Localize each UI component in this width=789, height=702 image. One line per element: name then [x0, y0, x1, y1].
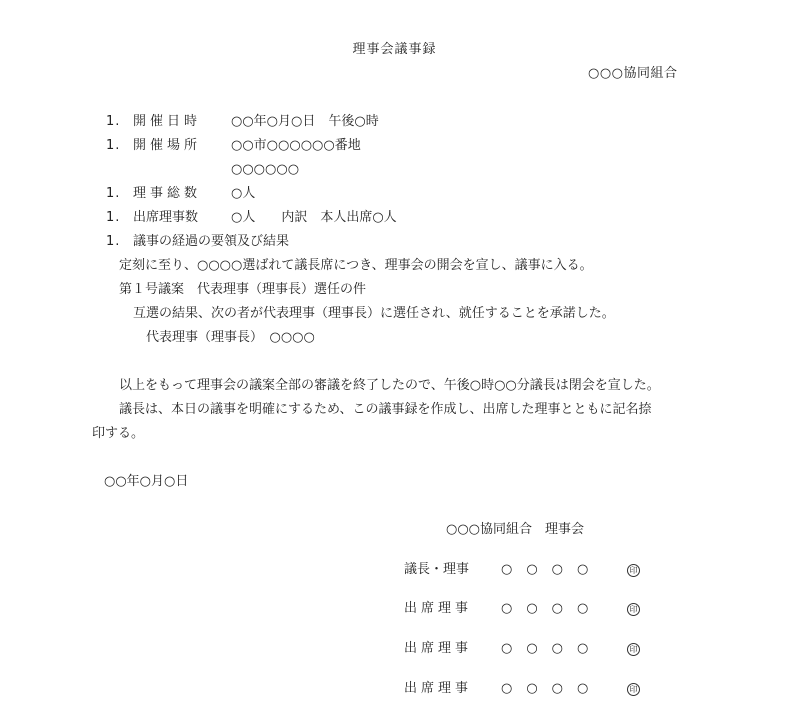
signature-role: 出席理事 — [404, 681, 473, 696]
item-number: 1. — [106, 210, 121, 225]
item-number: 1. — [106, 138, 121, 153]
item-label-date: 開催日時 — [133, 114, 202, 129]
item-label-total-directors: 理事総数 — [133, 186, 202, 201]
item-number: 1. — [106, 186, 121, 201]
signing-statement-line1: 議長は、本日の議事を明確にするため、この議事録を作成し、出席した理事とともに記名捺 — [119, 402, 652, 417]
agenda-result: 互選の結果、次の者が代表理事（理事長）に選任され、就任することを承諾した。 — [133, 306, 615, 321]
closing-statement: 以上をもって理事会の議案全部の審議を終了したので、午後○時○○分議長は閉会を宣した。 — [119, 378, 660, 393]
item-value-place-line2: ○○○○○○ — [231, 162, 300, 177]
item-value-place: ○○市○○○○○○番地 — [231, 138, 361, 153]
item-value-attending-directors: ○人 内訳 本人出席○人 — [231, 210, 397, 225]
signature-name: ○○○○ — [501, 562, 603, 577]
document-title: 理事会議事録 — [352, 42, 437, 57]
agenda-title: 第１号議案 代表理事（理事長）選任の件 — [119, 282, 367, 297]
seal-icon: 印 — [627, 603, 640, 616]
elected-director: 代表理事（理事長） ○○○○ — [146, 330, 315, 345]
item-label-place: 開催場所 — [133, 138, 202, 153]
item-number: 1. — [106, 234, 121, 249]
signature-role: 出席理事 — [404, 641, 473, 656]
proceedings-opening: 定刻に至り、○○○○選ばれて議長席につき、理事会の開会を宣し、議事に入る。 — [119, 258, 593, 273]
signing-statement-line2: 印する。 — [92, 426, 145, 441]
seal-icon: 印 — [627, 683, 640, 696]
signature-name: ○○○○ — [501, 681, 603, 696]
item-label-attending-directors: 出席理事数 — [133, 210, 199, 225]
signature-name: ○○○○ — [501, 641, 603, 656]
signature-name: ○○○○ — [501, 601, 603, 616]
item-label-proceedings: 議事の経過の要領及び結果 — [133, 234, 290, 249]
signature-header: ○○○協同組合 理事会 — [446, 522, 585, 537]
signature-role: 議長・理事 — [404, 562, 470, 577]
item-number: 1. — [106, 114, 121, 129]
document-date: ○○年○月○日 — [104, 474, 189, 489]
signature-role: 出席理事 — [404, 601, 473, 616]
item-value-date: ○○年○月○日 午後○時 — [231, 114, 379, 129]
seal-icon: 印 — [627, 564, 640, 577]
organization-name: ○○○協同組合 — [588, 66, 678, 81]
seal-icon: 印 — [627, 643, 640, 656]
item-value-total-directors: ○人 — [231, 186, 256, 201]
